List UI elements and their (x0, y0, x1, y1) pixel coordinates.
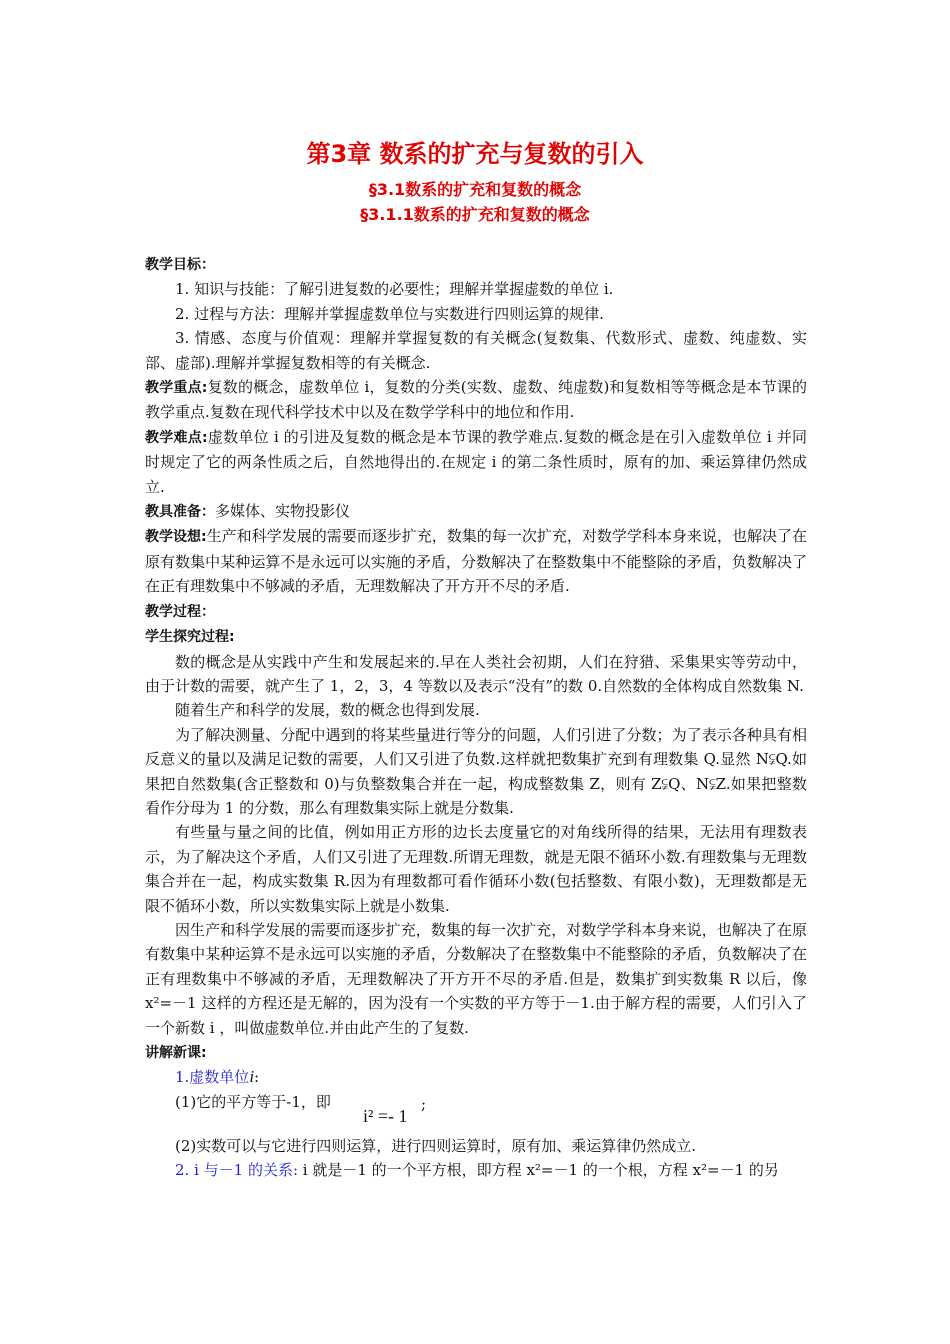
rule-1 (145, 1090, 807, 1134)
paragraph-2: 随着生产和科学的发展，数的概念也得到发展. (175, 701, 480, 720)
rule-1-text: (1)它的平方等于-1，即 (175, 1092, 331, 1111)
objective-1: 1. 知识与技能：了解引进复数的必要性；理解并掌握虚数的单位 i. (175, 280, 614, 299)
paragraph-1: 数的概念是从实践中产生和发展起来的.早在人类社会初期，人们在狩猎、采集果实等劳动中，由于计数的需要，就产生了 1，2，3，4 等数以及表示“没有”的数 0.自然数的全体构成自然数集 N. (145, 652, 807, 695)
rule-2: (2)实数可以与它进行四则运算，进行四则运算时，原有加、乘运算律仍然成立. (175, 1136, 697, 1155)
tools-label: 教具准备： (145, 504, 215, 521)
document-body (145, 252, 807, 1183)
objective-2: 2. 过程与方法：理解并掌握虚数单位与实数进行四则运算的规律. (175, 304, 604, 323)
process-heading: 教学过程： (145, 603, 215, 620)
design-text: 生产和科学发展的需要而逐步扩充，数集的每一次扩充，对数学学科本身来说，也解决了在原有数集中某种运算不是永远可以实施的矛盾，分数解决了在整数集中不能整除的矛盾，负数解决了在正有理数集中不够减的矛盾，无理数解决了开方开不尽的矛盾. (145, 527, 807, 596)
paragraph-4: 有些量与量之间的比值，例如用正方形的边长去度量它的对角线所得的结果，无法用有理数表示，为了解决这个矛盾，人们又引进了无理数.所谓无理数，就是无限不循环小数.有理数集与无理数集合并在一起，构成实数集 R.因为有理数都可看作循环小数(包括整数、有限小数)，无理数都是无限不循环小数，所以实数集实际上就是小数集. (145, 823, 807, 915)
relation (145, 1158, 807, 1182)
unit-heading: 1.虚数单位i: (175, 1067, 260, 1087)
relation-text: i 就是－1 的一个平方根，即方程 x²=－1 的一个根，方程 x²=－1 的另 (302, 1161, 779, 1180)
key-points-label: 教学重点: (145, 380, 208, 397)
chapter-title: 第3章 数系的扩充与复数的引入 (306, 140, 644, 168)
difficulties (145, 425, 807, 499)
student-heading: 学生探究过程: (145, 629, 235, 646)
paragraph-5: 因生产和科学发展的需要而逐步扩充，数集的每一次扩充，对数学学科本身来说，也解决了在原有数集中某种运算不是永远可以实施的矛盾，分数解决了在整数集中不能整除的矛盾，负数解决了在正有理数集中不够减的矛盾，无理数解决了开方开不尽的矛盾.但是，数集扩到实数集 R 以后，像 x²=－1 这样的方程还是无解的，因为没有一个实数的平方等于－1.由于解方程的需要，人们引入了一个新数 i ，叫做虚数单位.并由此产生的了复数. (145, 920, 807, 1037)
paragraph-3: 为了解决测量、分配中遇到的将某些量进行等分的问题，人们引进了分数；为了表示各种具有相反意义的量以及满足记数的需要，人们又引进了负数.这样就把数集扩充到有理数集 Q.显然 N⫋Q.如果把自然数集(含正整数和 0)与负整数集合并在一起，构成整数集 Z，则有 Z⫋Q、N⫋Z.如果把整数看作分母为 1 的分数，那么有理数集实际上就是分数集. (145, 725, 807, 817)
tools-text: 多媒体、实物投影仪 (215, 502, 351, 521)
key-points-text: 复数的概念，虚数单位 i，复数的分类(实数、虚数、纯虚数)和复数相等等概念是本节课的教学重点.复数在现代科学技术中以及在数学学科中的地位和作用. (145, 378, 807, 422)
difficulties-label: 教学难点: (145, 429, 208, 446)
design-label: 教学设想: (145, 529, 207, 546)
objective-3: 3. 情感、态度与价值观：理解并掌握复数的有关概念(复数集、代数形式、虚数、纯虚数、实部、虚部).理解并掌握复数相等的有关概念. (145, 329, 807, 372)
formula-semicolon: ; (421, 1094, 427, 1113)
design (145, 524, 807, 598)
difficulties-text: 虚数单位 i 的引进及复数的概念是本节课的教学难点.复数的概念是在引入虚数单位 i 并同时规定了它的两条性质之后，自然地得出的.在规定 i 的第二条性质时，原有的加、乘运算律仍然成立. (145, 427, 807, 496)
tools (145, 499, 807, 524)
section-title: §3.1数系的扩充和复数的概念 (368, 180, 582, 199)
imaginary-unit-formula: i² =- 1 (363, 1105, 408, 1126)
key-points (145, 375, 807, 425)
subsection-title: §3.1.1数系的扩充和复数的概念 (360, 205, 590, 224)
objectives-heading: 教学目标： (145, 257, 215, 273)
new-lesson-heading: 讲解新课: (145, 1045, 207, 1061)
relation-heading: 2. i 与－1 的关系: (175, 1161, 299, 1180)
